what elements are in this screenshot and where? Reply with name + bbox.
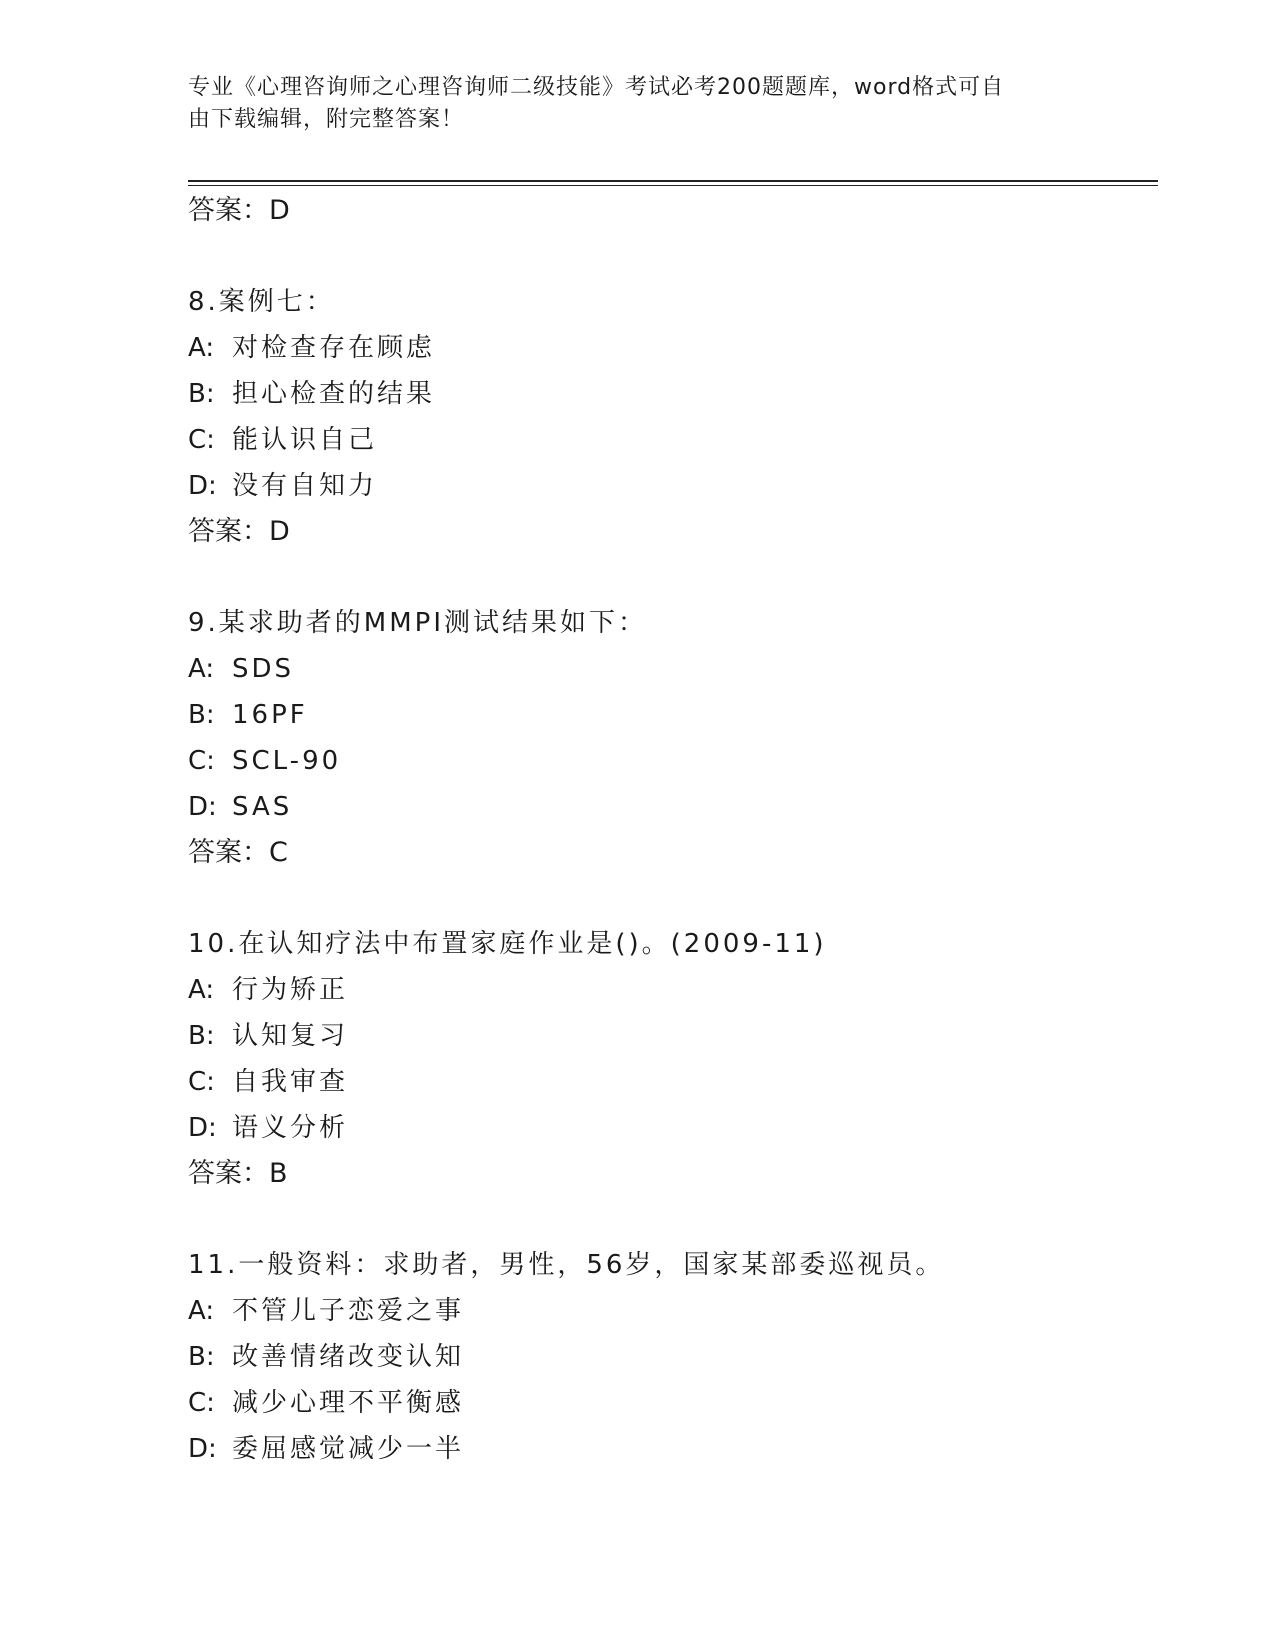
option-key: A: <box>188 333 215 363</box>
option-text: SDS <box>232 654 295 684</box>
option-text: 改善情绪改变认知 <box>232 1342 465 1372</box>
question-block <box>188 921 1148 1197</box>
option-key: B: <box>188 1342 215 1372</box>
option-b <box>188 692 1148 738</box>
option-key: D: <box>188 792 217 822</box>
option-key: A: <box>188 1296 215 1326</box>
spacer <box>188 876 1148 921</box>
document-body <box>188 188 1148 1472</box>
answer-line: 答案：D <box>188 195 290 226</box>
option-key: D: <box>188 1434 217 1464</box>
option-key: D: <box>188 1113 217 1143</box>
option-text: 减少心理不平衡感 <box>232 1388 465 1418</box>
spacer <box>188 234 1148 279</box>
option-c <box>188 738 1148 784</box>
option-text: 能认识自己 <box>232 425 378 455</box>
header-divider-thick <box>188 180 1158 182</box>
option-b <box>188 1334 1148 1380</box>
option-a <box>188 1288 1148 1334</box>
option-key: C: <box>188 425 215 455</box>
option-key: C: <box>188 746 215 776</box>
spacer <box>188 1197 1148 1242</box>
option-text: 语义分析 <box>232 1113 349 1143</box>
question-stem: 11.一般资料：求助者，男性，56岁，国家某部委巡视员。 <box>188 1250 945 1280</box>
option-text: 行为矫正 <box>232 975 349 1005</box>
option-text: 不管儿子恋爱之事 <box>232 1296 465 1326</box>
answer-line: 答案：D <box>188 516 290 547</box>
question-block <box>188 279 1148 555</box>
spacer <box>188 555 1148 600</box>
option-key: D: <box>188 471 217 501</box>
option-text: 对检查存在顾虑 <box>232 333 436 363</box>
option-a <box>188 646 1148 692</box>
question-block <box>188 1242 1148 1472</box>
option-text: 担心检查的结果 <box>232 379 436 409</box>
header-divider-thin <box>188 185 1158 186</box>
option-key: B: <box>188 379 215 409</box>
option-text: 委屈感觉减少一半 <box>232 1434 465 1464</box>
option-text: 没有自知力 <box>232 471 378 501</box>
option-key: B: <box>188 700 215 730</box>
option-c <box>188 1059 1148 1105</box>
option-d <box>188 784 1148 830</box>
answer-line: 答案：C <box>188 837 288 868</box>
option-text: 16PF <box>232 700 308 730</box>
option-a <box>188 325 1148 371</box>
option-key: C: <box>188 1067 215 1097</box>
question-block <box>188 600 1148 876</box>
option-b <box>188 1013 1148 1059</box>
option-text: 认知复习 <box>232 1021 349 1051</box>
option-text: SAS <box>232 792 293 822</box>
question-stem: 10.在认知疗法中布置家庭作业是()。(2009-11) <box>188 929 827 959</box>
header-line-1: 专业《心理咨询师之心理咨询师二级技能》考试必考200题题库，word格式可自 <box>188 75 1005 100</box>
option-a <box>188 967 1148 1013</box>
option-d <box>188 463 1148 509</box>
option-b <box>188 371 1148 417</box>
option-c <box>188 1380 1148 1426</box>
question-stem: 8.案例七： <box>188 287 335 317</box>
option-key: A: <box>188 654 215 684</box>
answer-line: 答案：B <box>188 1158 288 1189</box>
question-stem: 9.某求助者的MMPI测试结果如下： <box>188 608 648 638</box>
option-key: A: <box>188 975 215 1005</box>
option-text: 自我审查 <box>232 1067 349 1097</box>
option-d <box>188 1426 1148 1472</box>
option-d <box>188 1105 1148 1151</box>
document-header <box>188 72 1068 136</box>
option-key: C: <box>188 1388 215 1418</box>
header-line-2: 由下载编辑，附完整答案！ <box>188 107 465 132</box>
option-text: SCL-90 <box>232 746 342 776</box>
option-c <box>188 417 1148 463</box>
option-key: B: <box>188 1021 215 1051</box>
